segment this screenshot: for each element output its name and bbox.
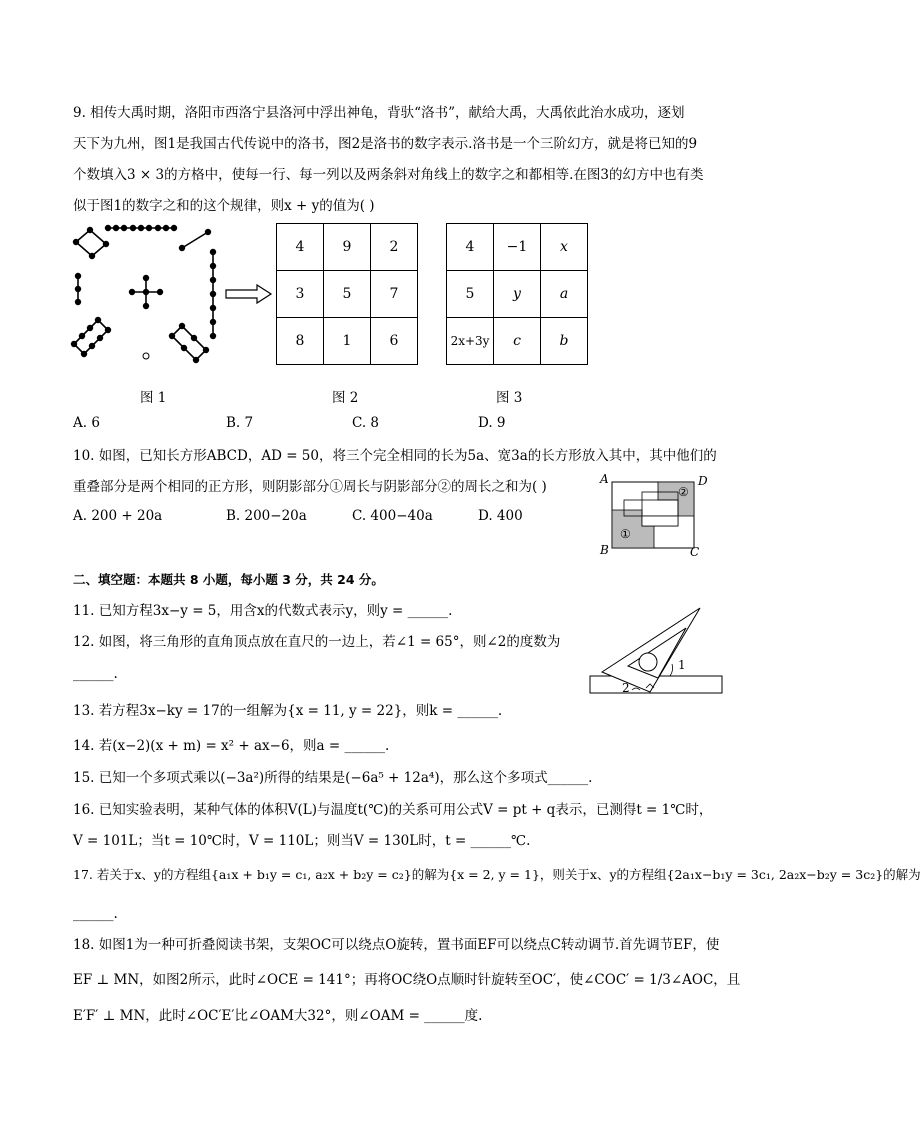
q10-option-b: B. 200−20a [226, 508, 307, 524]
fig2-cell: 7 [371, 271, 418, 318]
q17-line-2: ______. [73, 906, 118, 922]
q18-line-2: EF ⊥ MN，如图2所示，此时∠OCE = 141°；再将OC绕O点顺时针旋转至OC′，使∠COC′ = 1/3∠AOC，且 [73, 972, 741, 988]
label-c: C [690, 545, 700, 559]
fig2-cell: 3 [277, 271, 324, 318]
fig3-caption: 图 3 [496, 390, 523, 406]
section-heading: 二、填空题：本题共 8 小题，每小题 3 分，共 24 分。 [73, 572, 384, 587]
fig2-cell: 4 [277, 224, 324, 271]
q9-line-3: 个数填入3 × 3的方格中，使每一行、每一列以及两条斜对角线上的数字之和都相等.在图3的幻方中也有类 [73, 167, 704, 183]
fig1-caption: 图 1 [140, 390, 167, 406]
q10-line-1: 10. 如图，已知长方形ABCD，AD = 50，将三个完全相同的长为5a、宽3a的长方形放入其中，其中他们的 [73, 448, 717, 464]
fig3-cell: c [494, 318, 541, 365]
fig2-cell: 2 [371, 224, 418, 271]
angle-1-label: 1 [678, 658, 686, 672]
q9-line-2: 天下为九州，图1是我国古代传说中的洛书，图2是洛书的数字表示.洛书是一个三阶幻方，就是将已知的9 [73, 136, 698, 152]
q12-line-1: 12. 如图，将三角形的直角顶点放在直尺的一边上，若∠1 = 65°，则∠2的度数为 [73, 634, 561, 650]
q18-line-3: E′F′ ⊥ MN，此时∠OC′E′比∠OAM大32°，则∠OAM = ______度. [73, 1008, 483, 1024]
fig2-cell: 1 [324, 318, 371, 365]
q16-line-1: 16. 已知实验表明，某种气体的体积V(L)与温度t(℃)的关系可用公式V = pt + q表示，已测得t = 1℃时， [73, 802, 713, 818]
fig2-cell: 9 [324, 224, 371, 271]
q16-line-2: V = 101L；当t = 10℃时，V = 110L；则当V = 130L时，t = ______℃. [73, 833, 531, 849]
fig2-caption: 图 2 [332, 390, 359, 406]
fig3-cell: 2x+3y [447, 318, 494, 365]
q11-text: 11. 已知方程3x−y = 5，用含x的代数式表示y，则y = ______. [73, 603, 453, 619]
q10-rectangle-figure [598, 472, 718, 562]
q9-option-c: C. 8 [352, 415, 380, 431]
q14-text: 14. 若(x−2)(x + m) = x² + ax−6，则a = ______. [73, 738, 390, 754]
fig2-cell: 6 [371, 318, 418, 365]
q13-text: 13. 若方程3x−ky = 17的一组解为{x = 11, y = 22}，则k = ______. [73, 703, 503, 719]
label-d: D [698, 474, 708, 488]
q9-line-1: 9. 相传大禹时期，洛阳市西洛宁县洛河中浮出神龟，背驮“洛书”，献给大禹，大禹依此治水成功，逐划 [73, 105, 685, 121]
fig3-cell: y [494, 271, 541, 318]
fig3-cell: a [541, 271, 588, 318]
q12-triangle-ruler-figure [588, 606, 728, 696]
fig2-magic-square [276, 223, 418, 365]
q12-line-2: ______. [73, 666, 118, 682]
fig3-cell: 5 [447, 271, 494, 318]
label-a: A [600, 472, 609, 486]
q10-option-d: D. 400 [478, 508, 523, 524]
q15-text: 15. 已知一个多项式乘以(−3a²)所得的结果是(−6a⁵ + 12a⁴)，那么这个多项式______. [73, 770, 593, 786]
fig3-magic-square [446, 223, 588, 365]
fig3-cell: b [541, 318, 588, 365]
q17-line-1: 17. 若关于x、y的方程组{a₁x + b₁y = c₁, a₂x + b₂y = c₂}的解为{x = 2, y = 1}，则关于x、y的方程组{2a₁x−b₁y = 3c₁, 2a₂x−b₂y = 3c₂}的解为 [73, 867, 921, 882]
q9-option-a: A. 6 [73, 415, 100, 431]
fig3-cell: −1 [494, 224, 541, 271]
q10-option-c: C. 400−40a [352, 508, 433, 524]
fig3-cell: 4 [447, 224, 494, 271]
arrow-right-icon [225, 284, 273, 304]
angle-2-label: 2 [622, 681, 630, 695]
q9-option-d: D. 9 [478, 415, 506, 431]
q9-line-4: 似于图1的数字之和的这个规律，则x + y的值为( ) [73, 198, 375, 214]
label-b: B [600, 543, 609, 557]
luoshu-figure [70, 220, 220, 370]
label-region-1: ① [620, 527, 631, 541]
q9-option-b: B. 7 [226, 415, 254, 431]
fig2-cell: 5 [324, 271, 371, 318]
q18-line-1: 18. 如图1为一种可折叠阅读书架，支架OC可以绕点O旋转，置书面EF可以绕点C转动调节.首先调节EF，使 [73, 937, 720, 953]
q10-option-a: A. 200 + 20a [73, 508, 163, 524]
label-region-2: ② [678, 485, 689, 499]
fig3-cell: x [541, 224, 588, 271]
fig2-cell: 8 [277, 318, 324, 365]
q10-line-2: 重叠部分是两个相同的正方形，则阴影部分①周长与阴影部分②的周长之和为( ) [73, 479, 547, 495]
